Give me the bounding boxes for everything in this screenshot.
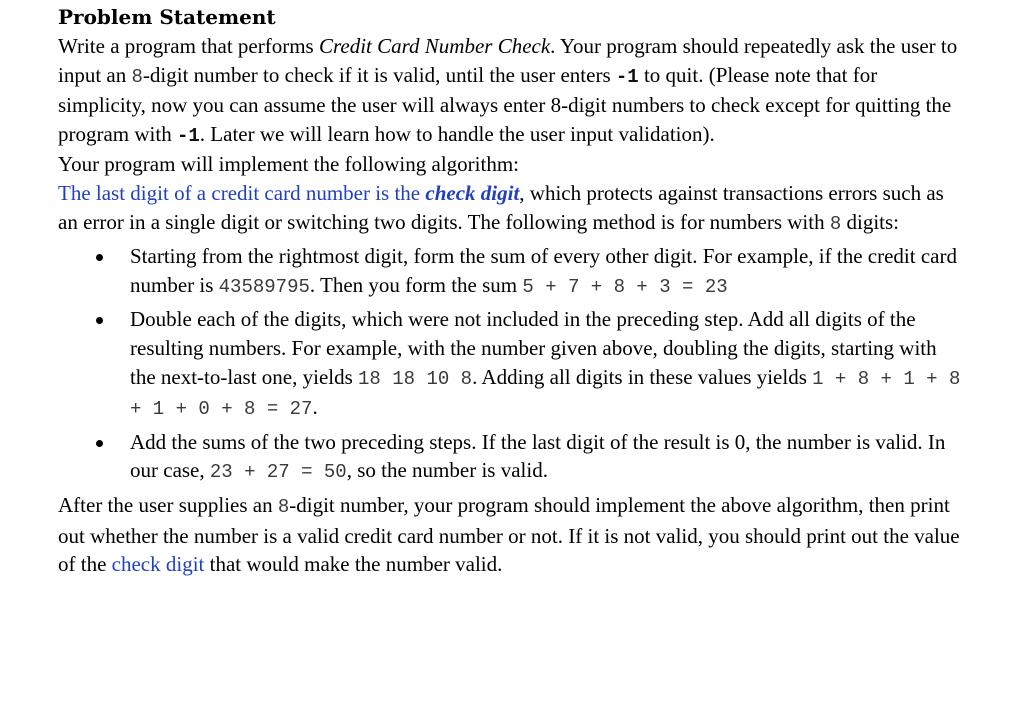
check-digit-link-text: check digit	[111, 552, 205, 577]
intro-text-b: . Your program should repeatedly ask the user to input an	[58, 34, 958, 87]
step1-text-b: . Then you form the sum	[309, 272, 523, 297]
step2-text-b: . Adding all digits in these values yields	[472, 364, 813, 389]
bullet-icon	[96, 254, 103, 261]
step2-text-c: .	[312, 395, 318, 420]
step1-sum-code: 5 + 7 + 8 + 3 = 23	[522, 275, 728, 298]
algorithm-steps-list	[58, 242, 964, 487]
step2-sum-code: 1 + 8 + 1 + 8 + 1 + 0 + 8 = 27	[130, 367, 961, 421]
list-item	[58, 305, 964, 423]
check-digit-lead: The last digit of a credit card number is the	[58, 180, 426, 205]
intro-text-a: Write a program that performs	[58, 34, 319, 58]
list-item	[58, 428, 964, 487]
step3-text-b: , so the number is valid.	[346, 458, 548, 483]
output-paragraph	[58, 491, 964, 579]
check-digit-paragraph	[58, 179, 964, 238]
intro-paragraph	[58, 32, 964, 150]
check-digit-end: digits:	[841, 209, 900, 234]
step3-text-a: Add the sums of the two preceding steps. If the last digit of the result is 0, the number is valid. In our case,	[130, 429, 946, 483]
bullet-icon	[96, 440, 103, 447]
step1-text-a: Starting from the rightmost digit, form the sum of every other digit. For example, if the credit card number is	[130, 244, 957, 297]
step3-sum-code: 23 + 27 = 50	[209, 461, 347, 484]
step2-text-a: Double each of the digits, which were not included in the preceding step. Add all digits of the resulting numbers. For example, with the number given above, doubling the digits, starting with the next-to-last one, yields	[130, 307, 937, 389]
problem-statement-heading: Problem Statement	[58, 5, 276, 29]
intro-text-c: -digit number to check if it is valid, until the user enters	[142, 62, 616, 87]
quit-code: -1	[615, 65, 639, 88]
output-text-c: that would make the number valid.	[204, 552, 503, 577]
intro-text-d: to quit. (Please note that for simplicity, now you can assume the user will always enter 8-digit numbers to check except for quitting the program with	[58, 62, 952, 146]
digit-count-code-3: 8	[277, 495, 290, 518]
bullet-icon	[96, 317, 103, 324]
output-text-b: -digit number, your program should implement the above algorithm, then print out whether the number is a valid credit card number or not. If it is not valid, you should print out the value of the	[58, 492, 960, 577]
algorithm-intro: Your program will implement the following algorithm:	[58, 152, 519, 177]
quit-code-2: -1	[176, 124, 200, 147]
list-item	[58, 242, 964, 301]
check-digit-rest: , which protects against transactions errors such as an error in a single digit or switching two digits. The following method is for numbers with	[58, 180, 944, 234]
step2-doubled-code: 18 18 10 8	[358, 367, 473, 390]
digit-count-code-2: 8	[829, 212, 842, 235]
intro-text-e: . Later we will learn how to handle the user input validation).	[199, 121, 715, 146]
program-title: Credit Card Number Check	[318, 34, 551, 58]
digit-count-code: 8	[131, 65, 143, 88]
check-digit-term: check digit	[425, 180, 520, 205]
output-text-a: After the user supplies an	[58, 492, 278, 517]
step1-number-code: 43589795	[218, 275, 310, 298]
